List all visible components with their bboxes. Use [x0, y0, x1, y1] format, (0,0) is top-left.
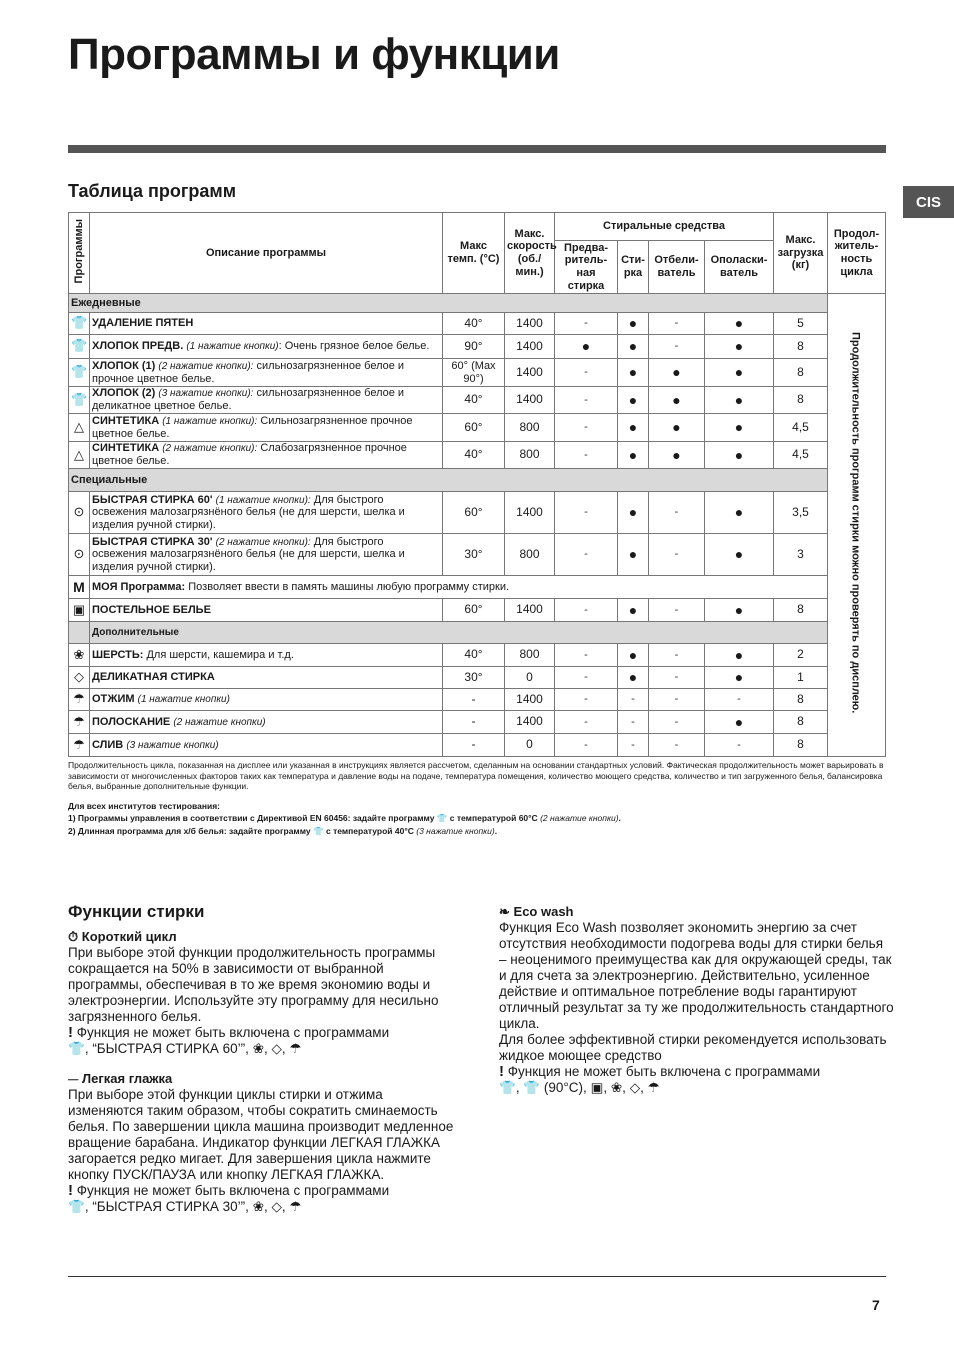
detergents-header: Стиральные средства	[555, 213, 774, 241]
spin-icon: ☂	[647, 1080, 660, 1095]
synthetics-icon: △	[74, 419, 84, 435]
bedding-icon: ▣	[590, 1080, 604, 1095]
softener-header: Ополаски- ватель	[705, 241, 774, 294]
testing-title: Для всех институтов тестирования:	[68, 801, 220, 811]
spin-icon: ☂	[289, 1199, 302, 1214]
delicate-icon: ◇	[74, 669, 84, 685]
eco-wash-body: Функция Eco Wash позволяет экономить энергию за счет отсутствия необходимости подогрева воды для стирки белья – неоценимого преимущества как для окружающей среды, так и для счета за электроэнергию. Действительно, усиленное действие и оптимальное потребление воды гарантируют отличный результат за ту же продолжительность стандартного цикла.	[499, 920, 894, 1031]
cotton-icon: 👕	[436, 813, 448, 823]
table-row: ☂ ПОЛОСКАНИЕ (2 нажатие кнопки) - 1400 - - - ● 8	[69, 711, 886, 734]
testing-note-1: 1) Программы управления в соответствии с Директивой EN 60456: задайте программу 👕 с температурой 60°C (2 нажатие кнопки).	[68, 813, 621, 823]
group-extra: Дополнительные	[90, 622, 828, 644]
duration-disclaimer: Продолжительность цикла, показанная на дисплее или указанная в инструкциях является рассчетом, сделанным на основании стандартных условий. Фактическая продолжительность может варьировать в зависимости от многочисленных факторов таких как температура и давление воды на подаче, температура помещения, количество моющего средства, количество и тип загруженного белья, балансировка белья, выбранные дополнительные функции.	[68, 760, 884, 792]
wool-icon: ❀	[73, 646, 85, 662]
stain-removal-icon: 👕	[68, 1199, 85, 1214]
wool-icon: ❀	[610, 1080, 623, 1095]
testing-note-2: 2) Длинная программа для х/б белья: задайте программу 👕 с температурой 40°C (3 нажатие кнопки).	[68, 826, 498, 836]
title-divider	[68, 145, 886, 153]
rinse-icon: ☂	[73, 713, 85, 729]
easy-iron-list: 👕, “БЫСТРАЯ СТИРКА 30’”, ❀, ◇, ☂	[68, 1199, 302, 1214]
bedding-icon: ▣	[72, 601, 86, 617]
table-row: ☂ СЛИВ (3 нажатие кнопки) - 0 - - - - 8	[69, 734, 886, 757]
drain-icon: ☂	[73, 736, 85, 752]
wool-icon: ❀	[252, 1199, 264, 1214]
max-temp-header: Макс темп. (°C)	[443, 213, 505, 294]
short-cycle-warning: ! Функция не может быть включена с программами	[68, 1024, 390, 1041]
wool-icon: ❀	[252, 1041, 264, 1056]
max-speed-header: Макс. скорость (об./ мин.)	[505, 213, 555, 294]
stain-removal-icon: 👕	[71, 315, 88, 331]
description-header: Описание программы	[90, 213, 443, 294]
cotton-icon: 👕	[71, 391, 88, 407]
table-row: M МОЯ Программа: Позволяет ввести в память машины любую программу стирки.	[69, 576, 886, 599]
cotton-icon: 👕	[523, 1080, 541, 1095]
eco-wash-warning: ! Функция не может быть включена с программами	[499, 1063, 821, 1080]
group-special: Специальные	[69, 469, 828, 492]
wash-header: Сти- рка	[618, 241, 649, 294]
quick-wash-icon: ⊙	[73, 504, 85, 520]
spin-icon: ☂	[289, 1041, 302, 1056]
table-row: ☂ ОТЖИМ (1 нажатие кнопки) - 1400 - - - - 8	[69, 689, 886, 711]
footer-divider	[68, 1276, 886, 1277]
language-tab: CIS	[903, 186, 954, 218]
duration-note: Продолжительность программ стирки можно проверять по дисплею.	[849, 332, 862, 714]
functions-title: Функции стирки	[68, 902, 205, 921]
cotton-icon: 👕	[71, 338, 88, 354]
eco-wash-section: ❧ Eco wash Функция Eco Wash позволяет экономить энергию за счет отсутствия необходимости подогрева воды для стирки белья – неоценимого преимущества как для окружающей среды, так и для счета за электроэнергию. Действительно, усиленное действие и оптимальное потребление воды гарантируют отличный результат за ту же продолжительность стандартного цикла. Для более эффективной стирки рекомендуется использовать жидкое моющее средство ! Функция не может быть включена с программами 👕, 👕 (90°C), ▣, ❀, ◇, ☂	[499, 904, 894, 1095]
short-cycle-icon: ⏱	[68, 929, 79, 944]
easy-iron-warning: ! Функция не может быть включена с программами	[68, 1182, 390, 1199]
my-program-icon: M	[69, 576, 90, 599]
stain-removal-icon: 👕	[499, 1080, 516, 1095]
cotton-icon: 👕	[313, 826, 324, 836]
cotton-icon: 👕	[71, 364, 88, 380]
table-row: ▣ ПОСТЕЛЬНОЕ БЕЛЬЕ 60° 1400 - ● - ● 8	[69, 599, 886, 622]
program-table	[68, 212, 886, 757]
table-row: 👕 ХЛОПОК ПРЕДВ. (1 нажатие кнопки): Очень грязное белое белье. 90° 1400 ● ● - ● 8	[69, 335, 886, 359]
page-title: Программы и функции	[68, 30, 560, 79]
iron-icon: ⏤	[68, 1071, 79, 1086]
duration-note-cell	[828, 294, 886, 757]
eco-wash-list: 👕, 👕 (90°C), ▣, ❀, ◇, ☂	[499, 1080, 660, 1095]
bleach-header: Отбели- ватель	[649, 241, 705, 294]
max-load-header: Макс. загрузка (кг)	[774, 213, 828, 294]
table-row: △ СИНТЕТИКА (1 нажатие кнопки): Сильнозагрязненное прочное цветное белье. 60° 800 - ● ● ● 4,5	[69, 414, 886, 442]
leaf-icon: ❧	[499, 904, 510, 919]
quick-wash-icon: ⊙	[73, 546, 85, 562]
eco-wash-body-2: Для более эффективной стирки рекомендуется использовать жидкое моющее средство	[499, 1032, 887, 1063]
table-row: ◇ ДЕЛИКАТНАЯ СТИРКА 30° 0 - ● - ● 1	[69, 667, 886, 689]
delicate-icon: ◇	[271, 1041, 282, 1056]
prewash-header: Предва- ритель- ная стирка	[555, 241, 618, 294]
table-row: 👕 ХЛОПОК (1) (2 нажатие кнопки): сильнозагрязненное белое и прочное цветное белье. 60° (Max 90°) 1400 - ● ● ● 8	[69, 359, 886, 387]
short-cycle-list: 👕, “БЫСТРАЯ СТИРКА 60’”, ❀, ◇, ☂	[68, 1041, 302, 1056]
easy-iron-section: ⏤ Легкая глажка При выборе этой функции циклы стирки и отжима изменяются таким образом, чтобы сократить сминаемость белья. По завершении цикла машина производит медленное вращение барабана. Индикатор функции ЛЕГКАЯ ГЛАЖКА загорается редко мигает. Для завершения цикла нажмите кнопку ПУСК/ПАУЗА или кнопку ЛЕГКАЯ ГЛАЖКА. ! Функция не может быть включена с программами 👕, “БЫСТРАЯ СТИРКА 30’”, ❀, ◇, ☂	[68, 1071, 458, 1215]
duration-header: Продол- житель- ность цикла	[828, 213, 886, 294]
easy-iron-body: При выборе этой функции циклы стирки и отжима изменяются таким образом, чтобы сократить сминаемость белья. По завершении цикла машина производит медленное вращение барабана. Индикатор функции ЛЕГКАЯ ГЛАЖКА загорается редко мигает. Для завершения цикла нажмите кнопку ПУСК/ПАУЗА или кнопку ЛЕГКАЯ ГЛАЖКА.	[68, 1087, 454, 1182]
stain-removal-icon: 👕	[68, 1041, 85, 1056]
synthetics-icon: △	[74, 446, 84, 462]
delicate-icon: ◇	[271, 1199, 282, 1214]
programs-header: Программы	[69, 213, 90, 294]
table-row: ⊙ БЫСТРАЯ СТИРКА 60' (1 нажатие кнопки): Для быстрого освежения малозагрязнёного белья (не для шерсти, шелка и изделия ручной стирки). 60° 1400 - ● - ● 3,5	[69, 492, 886, 534]
table-row: 👕 ХЛОПОК (2) (3 нажатие кнопки): сильнозагрязненное белое и деликатное цветное белье. 40° 1400 - ● ● ● 8	[69, 387, 886, 414]
section-title: Таблица программ	[68, 181, 237, 201]
short-cycle-section: ⏱ Короткий цикл При выборе этой функции продолжительность программы сокращается на 50% в зависимости от выбранной программы, обеспечивая в то же время экономию воды и электроэнергии. Используйте эту программу для несильно загрязненного белья. ! Функция не может быть включена с программами 👕, “БЫСТРАЯ СТИРКА 60’”, ❀, ◇, ☂	[68, 929, 458, 1057]
table-row: 👕 УДАЛЕНИЕ ПЯТЕН 40° 1400 - ● - ● 5	[69, 313, 886, 335]
spin-icon: ☂	[73, 691, 85, 707]
short-cycle-body: При выборе этой функции продолжительность программы сокращается на 50% в зависимости от выбранной программы, обеспечивая в то же время экономию воды и электроэнергии. Используйте эту программу для несильно загрязненного белья.	[68, 945, 439, 1024]
table-row: ⊙ БЫСТРАЯ СТИРКА 30' (2 нажатие кнопки): Для быстрого освежения малозагрязнёного белья (не для шерсти, шелка и изделия ручной стирки). 30° 800 - ● - ● 3	[69, 534, 886, 576]
table-row: △ СИНТЕТИКА (2 нажатие кнопки): Слабозагрязненное прочное цветное белье. 40° 800 - ● ● ● 4,5	[69, 442, 886, 469]
table-row: ❀ ШЕРСТЬ: Для шерсти, кашемира и т.д. 40° 800 - ● - ● 2	[69, 644, 886, 667]
group-daily: Ежедневные	[69, 294, 828, 313]
delicate-icon: ◇	[629, 1080, 641, 1095]
page-number: 7	[872, 1297, 880, 1313]
